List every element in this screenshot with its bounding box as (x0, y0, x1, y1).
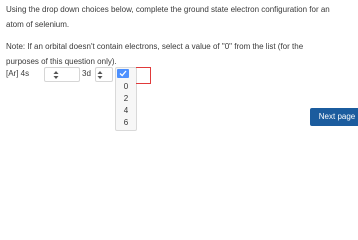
next-page-button[interactable]: Next page (310, 108, 358, 126)
question-instruction: Using the drop down choices below, complete the ground state electron configuration for an atom of selenium. (6, 5, 330, 29)
3d-orbital-label: 3d (82, 69, 91, 78)
dropdown-option[interactable]: 4 (123, 106, 129, 115)
checkmark-icon (119, 70, 127, 77)
dropdown-option[interactable]: 0 (123, 82, 129, 91)
3d-electron-select[interactable] (95, 67, 113, 82)
updown-arrows-icon (53, 70, 59, 80)
dropdown-option[interactable]: 6 (123, 118, 129, 127)
4s-electron-select[interactable] (44, 67, 80, 82)
dropdown-option-selected[interactable] (117, 69, 129, 78)
updown-arrows-icon (97, 70, 103, 80)
core-label: [Ar] 4s (6, 69, 30, 78)
dropdown-option[interactable]: 2 (123, 94, 129, 103)
4p-select-highlight (136, 67, 151, 84)
question-note: Note: If an orbital doesn't contain electrons, select a value of "0" from the list (for the purposes of this question only). (6, 42, 304, 66)
electron-count-dropdown[interactable] (115, 67, 137, 131)
